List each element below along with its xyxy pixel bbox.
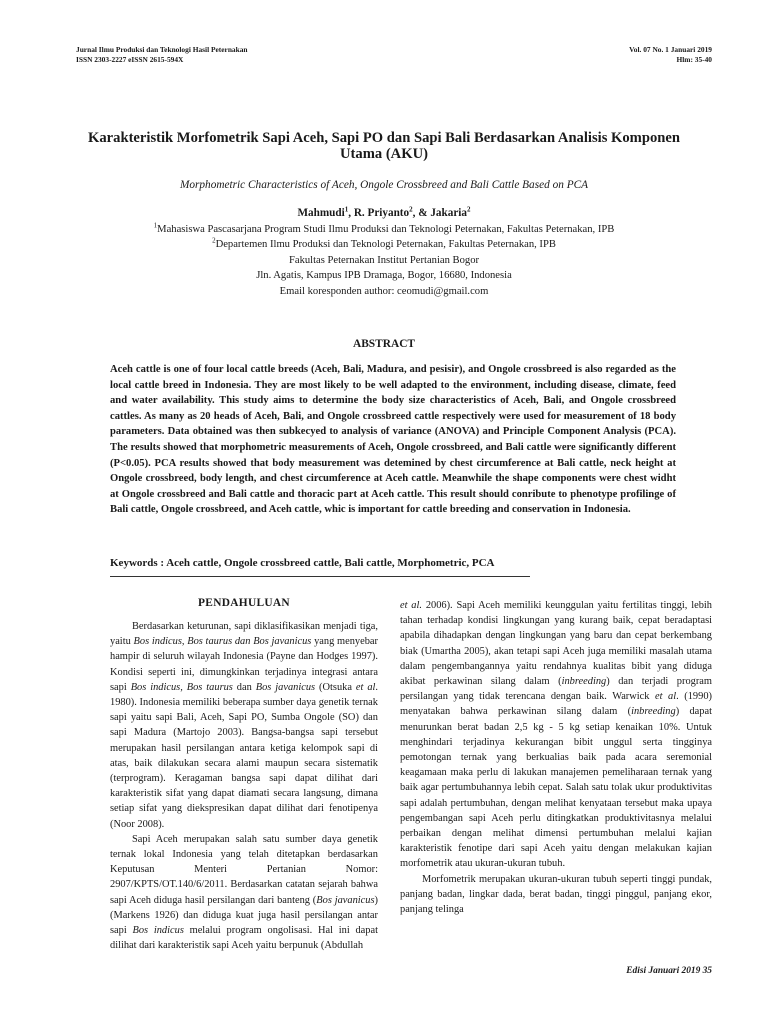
- paragraph: Berdasarkan keturunan, sapi diklasifikasikan menjadi tiga, yaitu Bos indicus, Bos taurus dan Bos javanicus yang menyebar hampir di seluruh wilayah Indonesia (Payne dan Hodges 1997). Kondisi seperti ini, dimungkinkan terjadinya integrasi antara sapi Bos indicus, Bos taurus dan Bos javanicus (Otsuka et al. 1980). Indonesia memiliki beberapa sumber daya genetik ternak sapi yaitu sapi Bali, Aceh, Sapi PO, Sumba Ongole (SO) dan sapi Madura (Martojo 2003). Bangsa-bangsa sapi tersebut merupakan hasil persilangan antara ketiga kelompok sapi di atas, baik dilakukan secara alami maupun secara sistematik (terprogram). Keragaman bangsa sapi dapat dilihat dari karakteristik sifat yang dapat diamati secara langsung, dimana setiap sifat yang diekspresikan dapat dilihat dari fenotipenya (Noor 2008).: [110, 621, 379, 830]
- affiliation-sup: 2: [212, 236, 216, 245]
- page-footer: Edisi Januari 2019 35: [626, 966, 712, 976]
- affiliation-address: Jln. Agatis, Kampus IPB Dramaga, Bogor, 16680, Indonesia: [256, 270, 512, 282]
- paragraph: Sapi Aceh merupakan salah satu sumber daya genetik ternak lokal Indonesia yang telah ditetapkan berdasarkan Keputusan Menteri Pertanian Nomor: 2907/KPTS/OT.140/6/2011. Berdasarkan catatan sejarah bahwa sapi Aceh diduga hasil persilangan dari banteng (Bos javanicus) (Markens 1926) dan diduga kuat juga hasil persilangan antar sapi Bos indicus melalui program ongolisasi. Hal ini dapat dilihat dari karakteristik sapi Aceh yaitu berpunuk (Abdullah: [110, 833, 378, 952]
- paper-subtitle: Morphometric Characteristics of Aceh, Ongole Crossbreed and Bali Cattle Based on PCA: [179, 179, 589, 191]
- author-sup: 2: [409, 205, 413, 214]
- corresponding-email[interactable]: Email koresponden author: ceomudi@gmail.com: [279, 285, 489, 297]
- right-column: [400, 598, 712, 917]
- section-heading: PENDAHULUAN: [198, 597, 290, 609]
- affiliation-1: $^1$Mahasiswa Pascasarjana Program Studi Ilmu Produksi dan Teknologi Peternakan, Fakultas Peternakan, IPB: [153, 221, 615, 235]
- abstract-heading: ABSTRACT: [352, 338, 416, 350]
- journal-volume: Vol. 07 No. 1 Januari 2019: [629, 45, 712, 54]
- journal-issn: ISSN 2303-2227 eISSN 2615-594X: [76, 55, 184, 64]
- author-block: [118, 206, 650, 300]
- affiliation-sup: 1: [153, 221, 158, 230]
- abstract-text: Aceh cattle is one of four local cattle breeds (Aceh, Bali, Madura, and pesisir), and Ongole crossbreed is also regarded as the local cattle breed in Indonesia. They are most likely to be well adapted to the environment, including disease, climate, feed and water availability. This study aims to determine the body size characteristics of Aceh, Bali, and Ongole crossbreed cattles. As many as 20 heads of Aceh, Bali, and Ongole crossbreed cattle respectively were used for measurement of 18 body parameters. Data obtained was then subkecyed to analysis of variance (ANOVA) and Principle Component Analysis (PCA). The results showed that morphometric measurements of Aceh, Ongole crossbreed, and Bali cattle were significantly different (P<0.05). PCA results showed that body measurement was detemined by chest circumference at Bali cattle, neck height at Ongole crossbreed, body length, and chest circumference at Aceh cattle. Meanwhile the shape components were chest widht at Ongole crossbreed and Bali cattle and thoracic part at Aceh cattle. This result should conribute to phenotype profilinge of Bali cattle, Ongole crossbreed, and Aceh cattle, whic is important for cattle breeding and conservation in Indonesia.: [110, 364, 676, 516]
- keywords-divider: [110, 576, 530, 577]
- left-column: [110, 619, 378, 953]
- affiliation-3: Fakultas Peternakan Institut Pertanian Bogor: [288, 254, 480, 266]
- keywords: Keywords : Aceh cattle, Ongole crossbreed cattle, Bali cattle, Morphometric, PCA: [110, 557, 495, 569]
- affiliation-2: $^2$Departemen Ilmu Produksi dan Teknologi Peternakan, Fakultas Peternakan, IPB: [212, 236, 556, 251]
- author-list: [118, 206, 650, 222]
- author-name: , & Jakaria: [412, 207, 468, 219]
- paper-title: Karakteristik Morfometrik Sapi Aceh, Sapi PO dan Sapi Bali Berdasarkan Analisis Komponen Utama (AKU): [88, 130, 680, 162]
- journal-name: Jurnal Ilmu Produksi dan Teknologi Hasil Peternakan: [76, 45, 248, 54]
- paragraph: Morfometrik merupakan ukuran-ukuran tubuh seperti tinggi pundak, panjang badan, lingkar dada, berat badan, tinggi pinggul, panjang ekor, panjang telinga: [400, 873, 712, 916]
- journal-pages: Hlm: 35-40: [676, 55, 712, 64]
- author-sup: 1: [344, 205, 349, 214]
- paragraph: et al. 2006). Sapi Aceh memiliki keunggulan yaitu fertilitas tinggi, lebih tahan terhadap kondisi lingkungan yang kurang baik, cepat beradaptasi apabila dihadapkan dengan lingkungan yang baru dan cepat berkembang biak (Umartha 2005), akan tetapi sapi Aceh juga memiliki masalah utama dalam pengembangannya yaitu rendahnya kualitas bibit yang diduga akibat perkawinan silang dalam (inbreeding) dan terjadi program persilangan yang tidak terencana dengan baik. Warwick et al. (1990) menyatakan bahwa perkawinan silang dalam (inbreeding) dapat menurunkan berat badan 2,5 kg - 5 kg setiap kenaikan 10%. Untuk menghindari terjadinya kekurangan bibit unggul serta tingginya pemotongan ternak yang berkualias baik pada acara seremonial keagamaan maka perlu di lakukan manajemen pemeliharaan ternak yang baik agar pertumbuhannya lebih cepat. Salah satu tolak ukur produktivitas sapi adalah pertumbuhan, dengan melihat kenyataan tersebut maka upaya pengembangan sapi Aceh perlu ditingkatkan produktivitasnya melalui perbaikan dengan melihat dimensi pertumbuhan melalui kajian karakteristik fenotipe dari sapi Aceh yaitu dengan melakukan kajian morfometrik atau ukuran-ukuran tubuh.: [400, 600, 712, 870]
- author-sup: 2: [467, 205, 471, 214]
- journal-header: [76, 45, 248, 65]
- author-name: Mahmudi: [297, 207, 345, 219]
- journal-issue-info: [629, 45, 712, 65]
- author-name: , R. Priyanto: [348, 207, 410, 219]
